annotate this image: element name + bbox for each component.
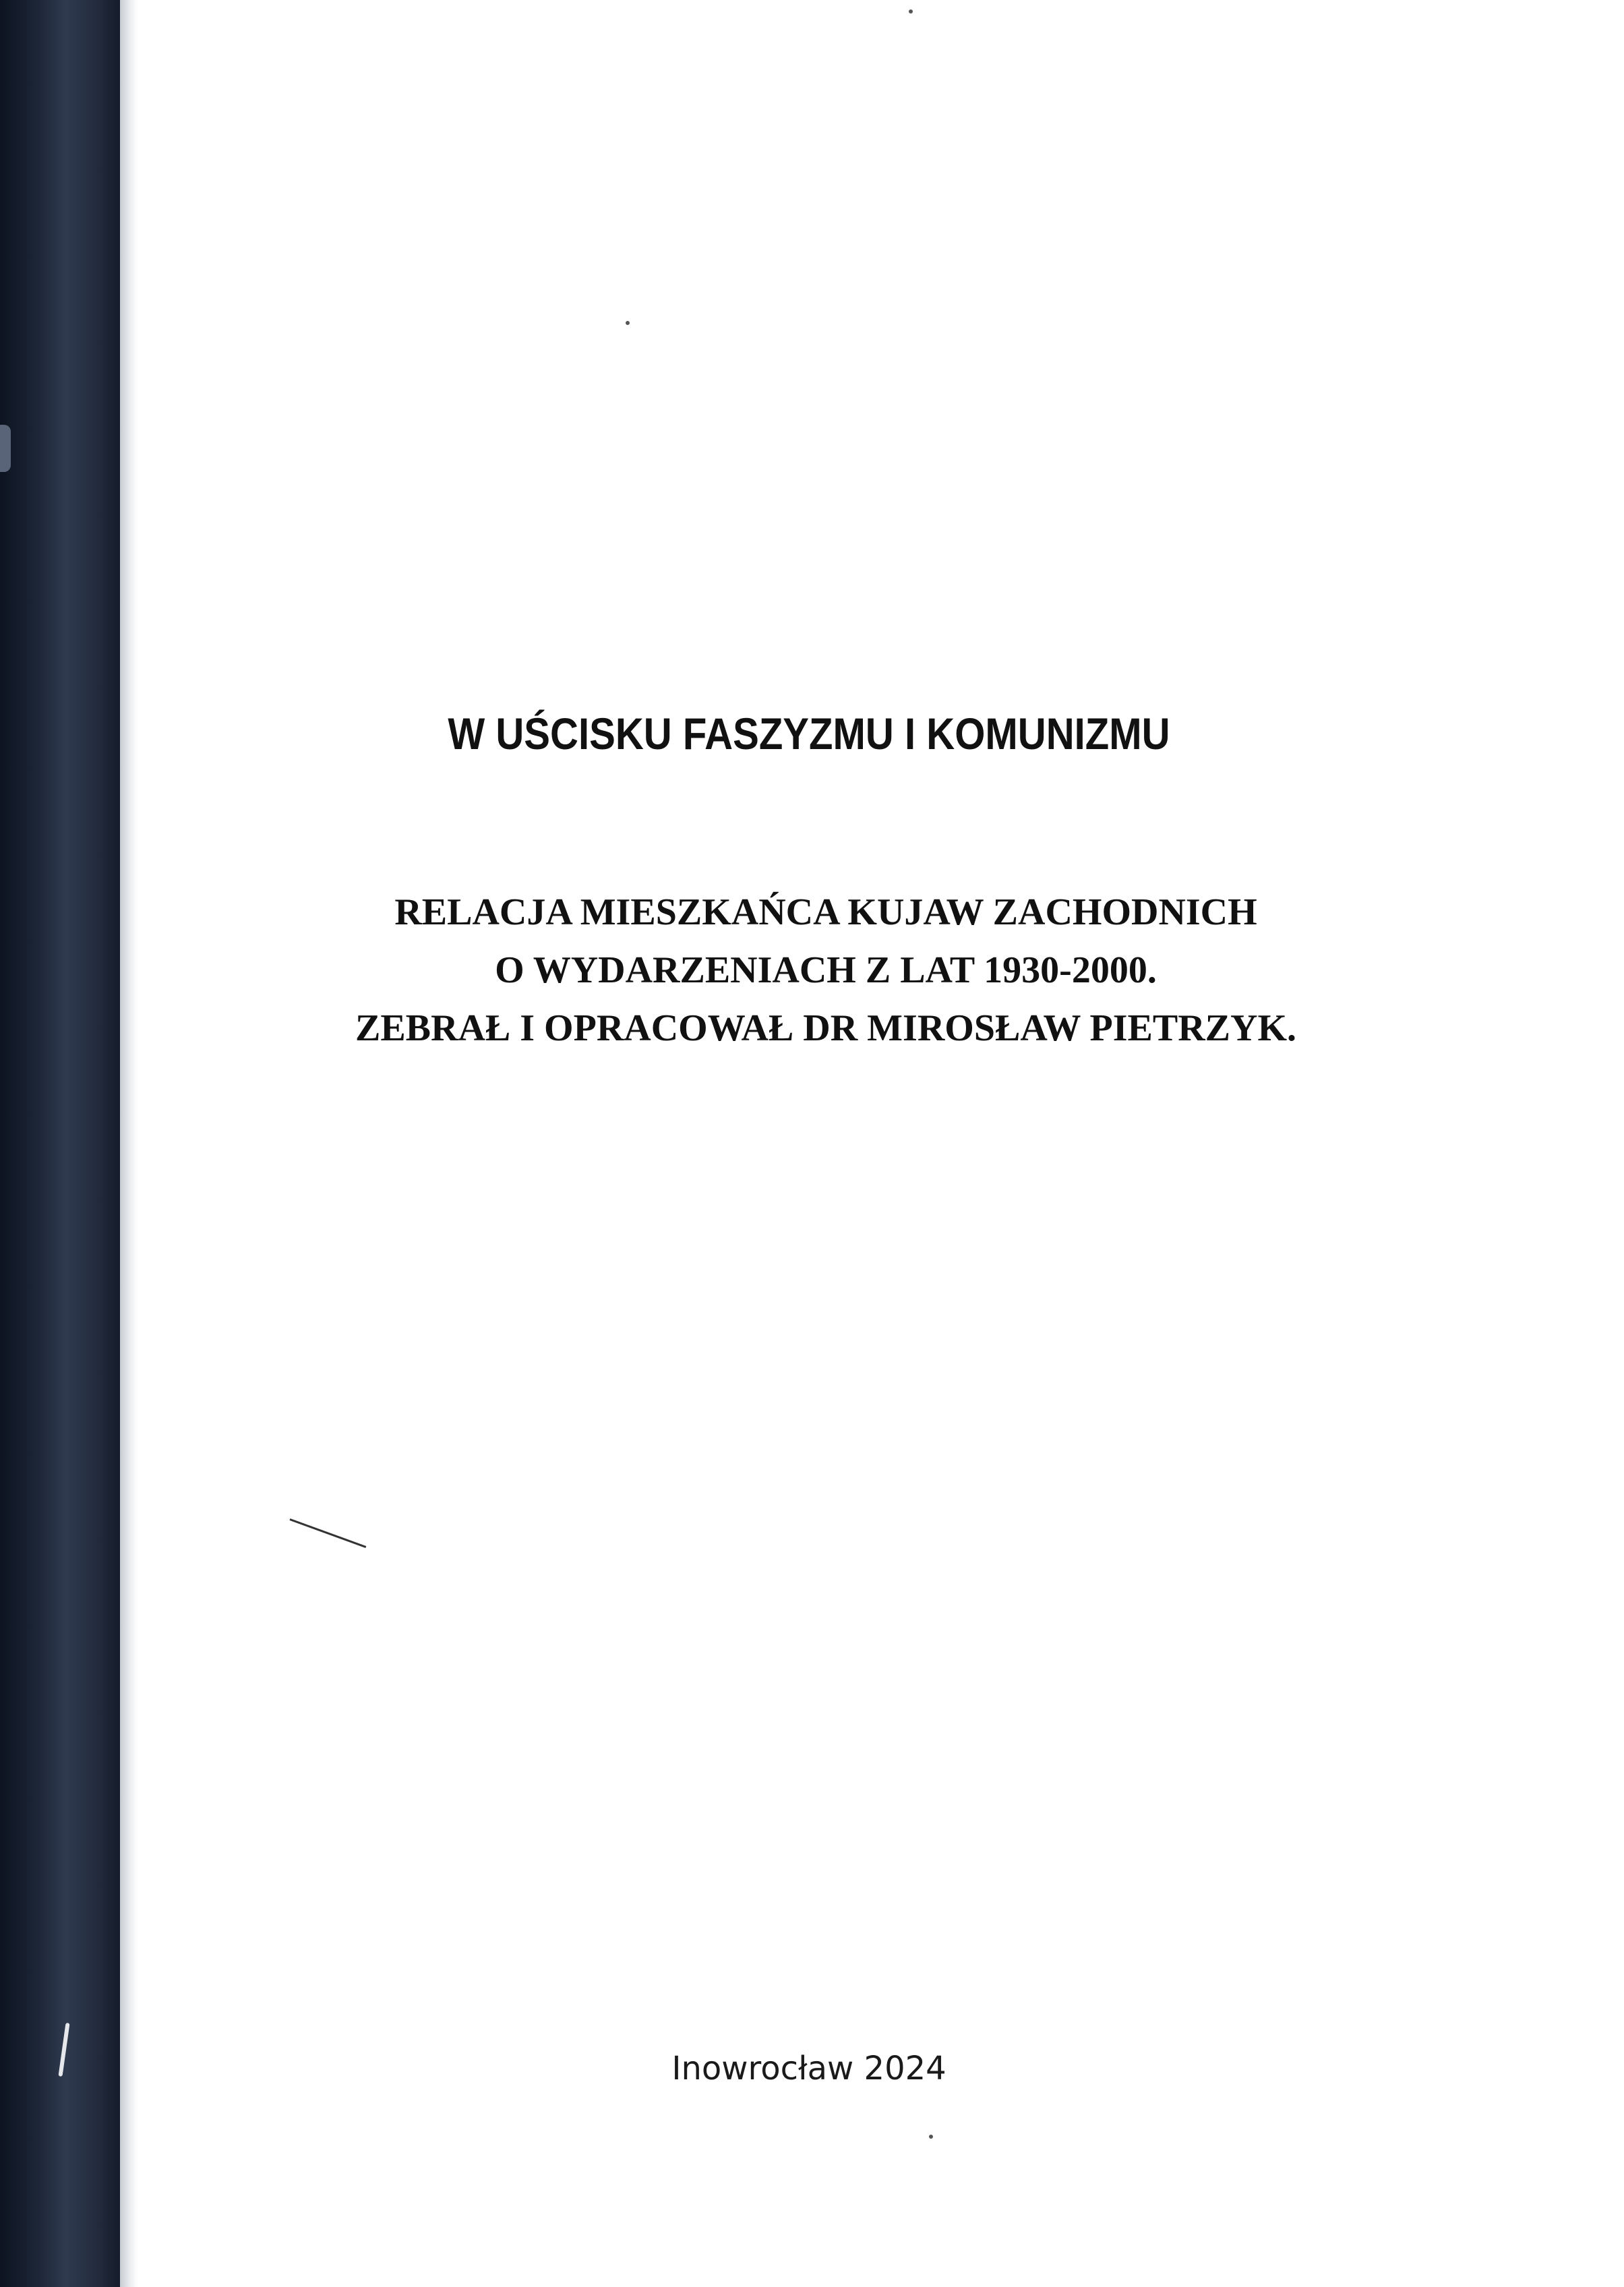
binding-notch [0,425,11,472]
stray-dot [929,2135,933,2139]
document-title: W UŚCISKU FASZYZMU I KOMUNIZMU [448,709,1170,759]
subtitle-line-3: ZEBRAŁ I OPRACOWAŁ DR MIROSŁAW PIETRZYK. [355,1007,1297,1049]
binding-edge-shadow [120,0,138,2287]
stray-pen-mark [289,1518,366,1548]
stray-dot [626,321,630,325]
stray-dot [909,9,913,13]
document-subtitle [169,883,1483,1057]
subtitle-line-2: O WYDARZENIACH Z LAT 1930-2000. [495,949,1157,991]
place-and-year: Inowrocław 2024 [671,2050,946,2087]
book-binding [0,0,120,2287]
subtitle-line-1: RELACJA MIESZKAŃCA KUJAW ZACHODNICH [394,891,1257,933]
